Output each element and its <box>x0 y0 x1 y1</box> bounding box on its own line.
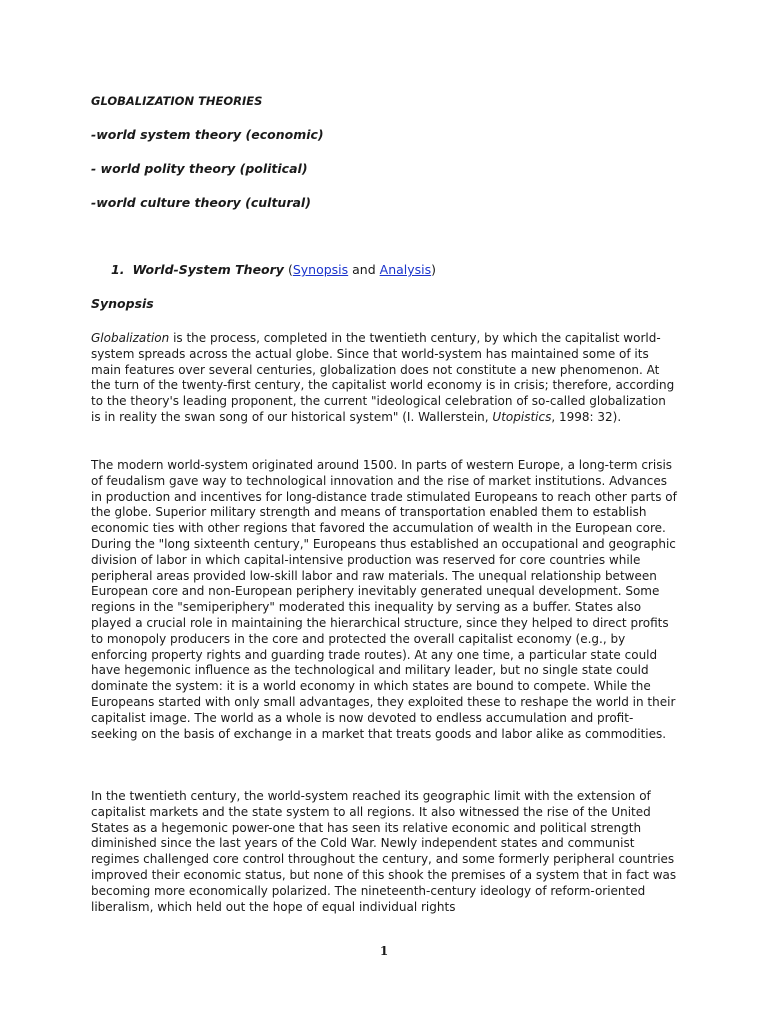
theory-item-world-culture: -world culture theory (cultural) <box>91 195 311 210</box>
theory-item-world-system: -world system theory (economic) <box>91 127 324 142</box>
synopsis-heading: Synopsis <box>91 296 154 311</box>
theory-item-world-polity: - world polity theory (political) <box>91 161 308 176</box>
section-open-paren: ( <box>283 262 293 277</box>
synopsis-link[interactable]: Synopsis <box>292 262 349 277</box>
globalization-term: Globalization <box>91 331 170 345</box>
paragraph-1-text-c: , 1998: 32). <box>551 409 622 424</box>
paragraph-1-text-a: is the process, completed in the twentieth century, by which the capitalist world-system spreads across the actual globe. Since that world-system has maintained some of its main features over several centuries, globalization does not constitute a new phenomenon. At the turn of the twenty-first century, the capitalist world economy is in crisis; therefore, according to the theory's leading proponent, the current "ideological celebration of so-called globalization is in reality the swan song of our historical system" (I. Wallerstein, <box>91 331 675 424</box>
document-title: GLOBALIZATION THEORIES <box>91 94 263 108</box>
paragraph-twentieth-century: In the twentieth century, the world-system reached its geographic limit with the extension of capitalist markets and the state system to all regions. It also witnessed the rise of the United States as a hegemonic power-one that has seen its relative economic and political strength diminished since the last years of the Cold War. Newly independent states and communist regimes challenged core control throughout the century, and some formerly peripheral countries improved their economic status, but none of this shook the premises of a system that in fact was becoming more economically polarized. The nineteenth-century ideology of reform-oriented liberalism, which held out the hope of equal individual rights <box>91 789 677 914</box>
section-close-paren: ) <box>431 262 437 277</box>
paragraph-modern-world-system: The modern world-system originated around 1500. In parts of western Europe, a long-term crisis of feudalism gave way to technological innovation and the rise of market institutions. Advances in production and incentives for long-distance trade stimulated Europeans to reach other parts of the globe. Superior military strength and means of transportation enabled them to establish economic ties with other regions that favored the accumulation of wealth in the European core. During the "long sixteenth century," Europeans thus established an occupational and geographic division of labor in which capital-intensive production was reserved for core countries while peripheral areas provided low-skill labor and raw materials. The unequal relationship between European core and non-European periphery inevitably generated unequal development. Some regions in the "semiperiphery" moderated this inequality by serving as a buffer. States also played a crucial role in maintaining the hierarchical structure, since they helped to direct profits to monopoly producers in the core and protected the overall capitalist economy (e.g., by enforcing property rights and guarding trade routes). At any one time, a particular state could have hegemonic influence as the technological and military leader, but no single state could dominate the system: it is a world economy in which states are bound to compete. While the Europeans started with only small advantages, they exploited these to reshape the world in their capitalist image. The world as a whole is now devoted to endless accumulation and profit-seeking on the basis of exchange in a market that treats goods and labor alike as commodities. <box>91 458 677 741</box>
section-and-text: and <box>348 262 380 277</box>
page-number: 1 <box>379 944 389 958</box>
section-number: 1. <box>111 262 125 277</box>
analysis-link[interactable]: Analysis <box>379 262 432 277</box>
section-title: World-System Theory <box>132 262 284 277</box>
paragraph-globalization <box>91 331 677 426</box>
utopistics-citation: Utopistics <box>492 409 552 424</box>
section-heading-world-system <box>111 262 436 277</box>
